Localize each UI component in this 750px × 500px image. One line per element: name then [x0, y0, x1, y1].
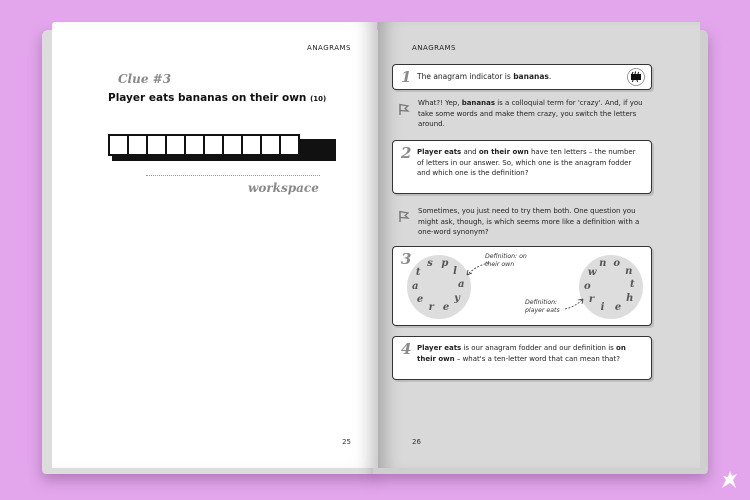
clue-number: Clue #3 [118, 72, 172, 86]
note-1-pre: What?! Yep, [418, 99, 462, 107]
clue-text-body: Player eats bananas on their own [108, 92, 307, 104]
letter-wheel-a [407, 255, 471, 319]
wheel-letter: l [453, 265, 457, 277]
answer-cell[interactable] [241, 134, 262, 156]
step-4-bold-2: on their own [417, 344, 626, 363]
wheel-letter: p [441, 257, 449, 269]
answer-grid[interactable] [108, 134, 298, 156]
wheel-letter: t [629, 279, 635, 291]
wheel-letter: o [613, 257, 620, 269]
wheel-letter: i [600, 302, 605, 314]
wheel-letter: e [614, 301, 622, 313]
step-4-text [417, 343, 643, 364]
answer-cell[interactable] [165, 134, 186, 156]
wheel-letter: s [427, 258, 433, 270]
step-1-number: 1 [401, 68, 412, 86]
wheel-letter: e [416, 294, 424, 306]
wheel-letter: a [412, 280, 419, 292]
wheel-letter: t [415, 267, 421, 279]
definition-label-a: Definition: on their own [485, 253, 527, 268]
note-2: Sometimes, you just need to try them both. One question you might ask, though, is which seems more like a definition with a one-word synonym? [418, 207, 640, 236]
answer-cell[interactable] [146, 134, 167, 156]
step-4-text-1: is our anagram fodder and our definition is [461, 344, 617, 352]
step-2-box [392, 140, 652, 194]
definition-label-b: Definition: player eats [525, 299, 560, 314]
left-page [52, 22, 377, 468]
step-1-pre: The anagram indicator is [417, 72, 514, 81]
arrow-icon [563, 295, 587, 315]
step-4-box [392, 336, 652, 380]
answer-cell[interactable] [108, 134, 129, 156]
griffin-logo-icon [718, 468, 740, 490]
wheel-letter: y [454, 292, 460, 304]
page-header-right: ANAGRAMS [412, 44, 456, 52]
letter-wheel-b [579, 255, 643, 319]
clue-text [108, 92, 326, 104]
answer-cell[interactable] [203, 134, 224, 156]
step-2-text-2: have ten letters – the number of letters in our answer. So, which one is the anagram fodder and which one is the definition? [417, 148, 636, 177]
workspace-label: workspace [248, 181, 319, 195]
note-1-post: is a colloquial term for 'crazy'. And, if you take some words and make them crazy, you switch the letters around. [418, 99, 643, 128]
wheel-letter: n [599, 258, 607, 270]
page-number-right: 26 [412, 438, 421, 446]
step-2-number: 2 [401, 144, 412, 162]
step-3-number: 3 [401, 250, 412, 268]
page-header: ANAGRAMS [307, 44, 351, 52]
flag-icon [398, 210, 410, 223]
answer-cell[interactable] [260, 134, 281, 156]
note-1 [418, 98, 648, 130]
step-2-text [417, 147, 643, 179]
arrow-icon [463, 257, 493, 279]
step-2-text-1: and [461, 148, 479, 156]
answer-cell[interactable] [184, 134, 205, 156]
answer-cell[interactable] [127, 134, 148, 156]
page-number-left: 25 [342, 438, 351, 446]
bananas-badge-icon [627, 68, 645, 86]
wheel-letter: a [457, 279, 465, 291]
step-4-number: 4 [401, 340, 412, 358]
wheel-letter: r [428, 302, 434, 314]
workspace-divider [146, 175, 320, 176]
wheel-letter: w [587, 267, 597, 279]
step-1-text [417, 72, 551, 83]
answer-cell[interactable] [279, 134, 300, 156]
note-1-bold: bananas [461, 99, 496, 107]
step-1-bold: bananas [513, 72, 549, 81]
step-3-box [392, 246, 652, 326]
step-2-bold-1: Player eats [417, 148, 462, 156]
wheel-letter: o [584, 280, 591, 292]
step-2-bold-2: on their own [478, 148, 529, 156]
step-1-post: . [548, 72, 552, 81]
wheel-letter: h [626, 292, 634, 304]
step-4-bold-1: Player eats [417, 344, 462, 352]
wheel-letter: r [588, 294, 595, 306]
step-4-text-2: – what's a ten-letter word that can mean that? [454, 354, 620, 363]
wheel-letter: e [442, 301, 450, 313]
clue-length: (10) [310, 95, 327, 103]
step-1-box [392, 64, 652, 90]
flag-icon [398, 103, 410, 116]
answer-cell[interactable] [222, 134, 243, 156]
wheel-letter: n [625, 265, 633, 277]
